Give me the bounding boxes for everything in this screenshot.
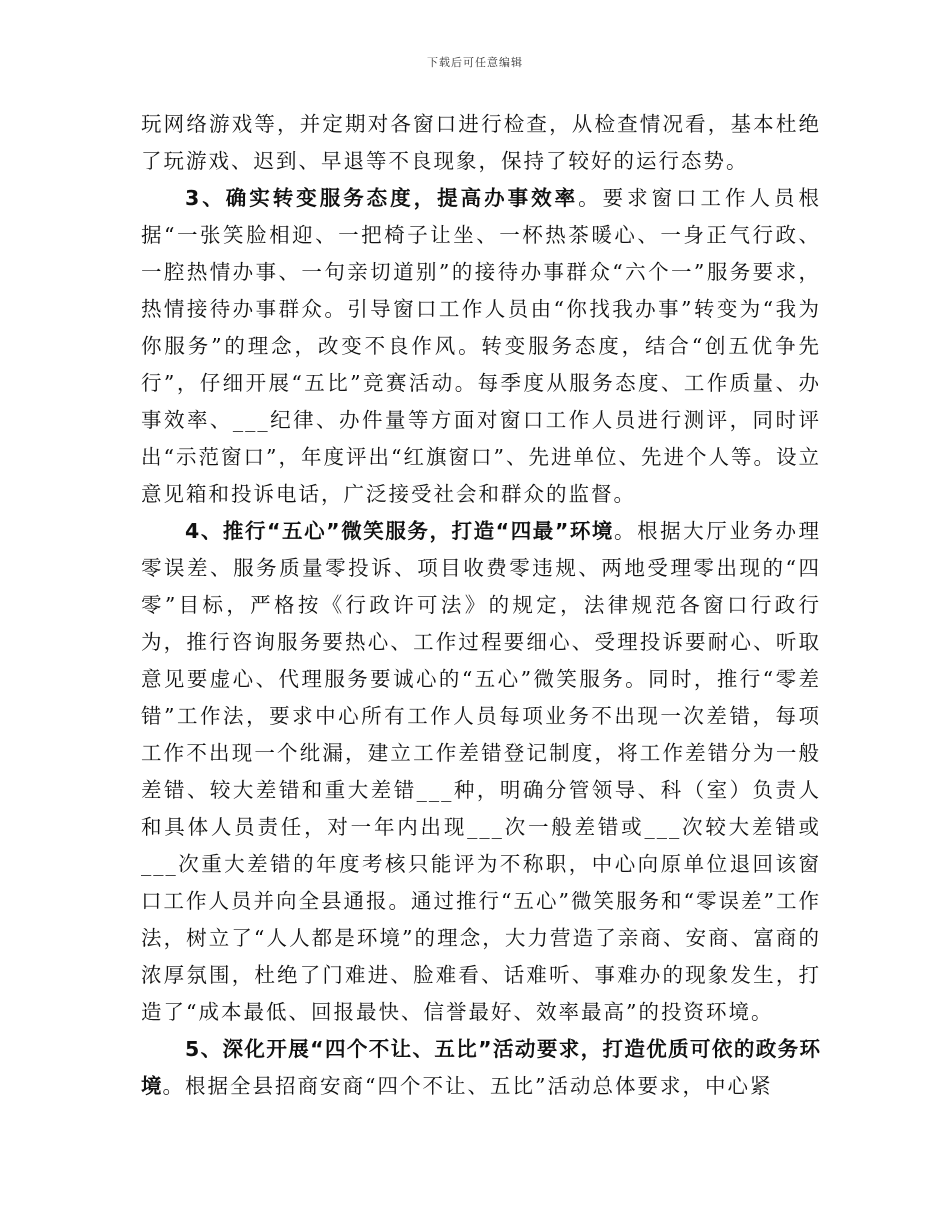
- paragraph-3-heading: 4、推行“五心”微笑服务，打造“四最”环境: [185, 519, 614, 543]
- paragraph-4: [141, 1031, 821, 1105]
- paragraph-4-heading: 5、深化开展“四个不让、五比”活动要求，打造优质可依的政务环境: [141, 1037, 821, 1098]
- paragraph-1: [141, 106, 821, 180]
- paragraph-2-text: 。要求窗口工作人员根据“一张笑脸相迎、一把椅子让坐、一杯热茶暖心、一身正气行政、一腔热情办事、一句亲切道别”的接待办事群众“六个一”服务要求，热情接待办事群众。引导窗口工作人员由“你找我办事”转变为“我为你服务”的理念，改变不良作风。转变服务态度，结合“创五优争先行”，仔细开展“五比”竞赛活动。每季度从服务态度、工作质量、办事效率、___纪律、办件量等方面对窗口工作人员进行测评，同时评出“示范窗口”，年度评出“红旗窗口”、先进单位、先进个人等。设立意见箱和投诉电话，广泛接受社会和群众的监督。: [141, 186, 822, 506]
- paragraph-4-text: 。根据全县招商安商“四个不让、五比”活动总体要求，中心紧: [162, 1074, 773, 1098]
- paragraph-3-text: 。根据大厅业务办理零误差、服务质量零投诉、项目收费零违规、两地受理零出现的“四零”目标，严格按《行政许可法》的规定，法律规范各窗口行政行为，推行咨询服务要热心、工作过程要细心、受理投诉要耐心、听取意见要虚心、代理服务要诚心的“五心”微笑服务。同时，推行“零差错”工作法，要求中心所有工作人员每项业务不出现一次差错，每项工作不出现一个纰漏，建立工作差错登记制度，将工作差错分为一般差错、较大差错和重大差错___种，明确分管领导、科（室）负责人和具体人员责任，对一年内出现___次一般差错或___次较大差错或___次重大差错的年度考核只能评为不称职，中心向原单位退回该窗口工作人员并向全县通报。通过推行“五心”微笑服务和“零误差”工作法，树立了“人人都是环境”的理念，大力营造了亲商、安商、富商的浓厚氛围，杜绝了门难进、脸难看、话难听、事难办的现象发生，打造了“成本最低、回报最快、信誉最好、效率最高”的投资环境。: [141, 519, 822, 1024]
- paragraph-3: [141, 513, 821, 1031]
- document-body: [141, 106, 821, 1105]
- paragraph-2-heading: 3、确实转变服务态度，提高办事效率: [185, 186, 579, 210]
- paragraph-2: [141, 180, 821, 513]
- page-header-note: 下载后可任意编辑: [427, 56, 523, 69]
- paragraph-1-text: 玩网络游戏等，并定期对各窗口进行检查，从检查情况看，基本杜绝了玩游戏、迟到、早退等不良现象，保持了较好的运行态势。: [141, 112, 821, 173]
